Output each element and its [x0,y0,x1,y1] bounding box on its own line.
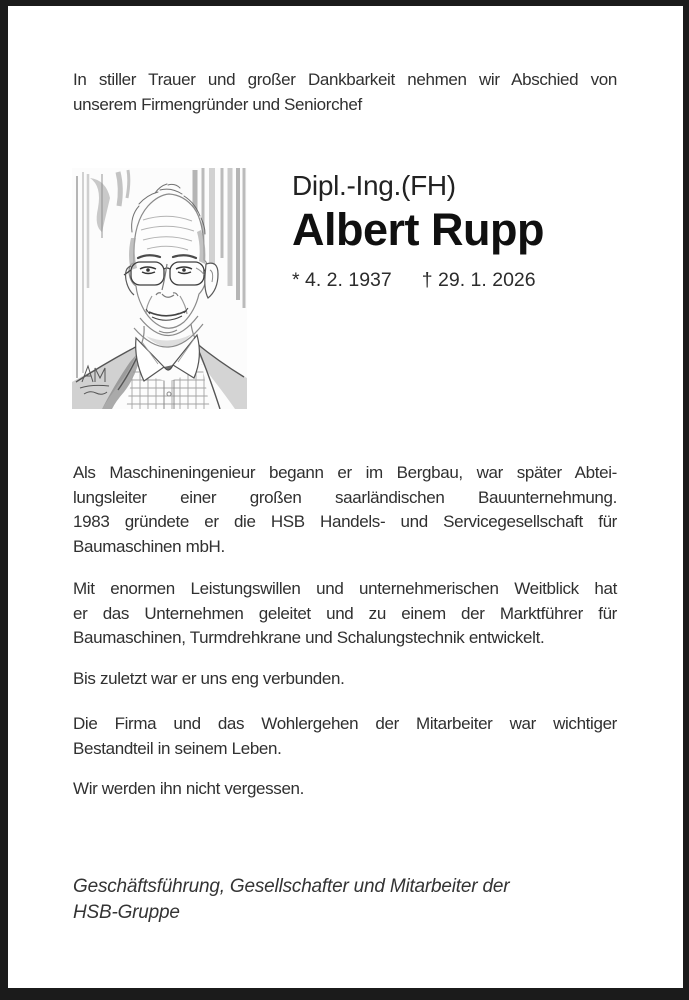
text-line: er das Unternehmen geleitet und zu einem der Marktführer für [73,603,617,623]
text-line: lungsleiter einer großen saarländischen Bauunternehmung. [73,487,617,507]
text-line: Die Firma und das Wohlergehen der Mitarbeiter war wichtiger [73,714,617,733]
text-line: Baumaschinen, Turmdrehkrane und Schalungstechnik entwickelt. [73,628,545,647]
body-paragraph-company [73,712,617,761]
text-line: Geschäftsführung, Gesellschafter und Mitarbeiter der [73,876,510,897]
text-line: Als Maschineningenieur begann er im Bergbau, war später Abtei- [73,463,617,482]
text-line: In stiller Trauer und großer Dankbarkeit nehmen wir Abschied von [73,70,617,89]
body-paragraph-achievements [73,577,617,651]
text-line: Baumaschinen mbH. [73,536,225,556]
border-left [0,0,8,1000]
text-line: 1983 gründete er die HSB Handels- und Servicegesellschaft für [73,512,617,531]
deceased-name-block [292,170,544,292]
academic-title: Dipl.-Ing.(FH) [292,170,456,201]
pencil-portrait-sketch-icon [72,168,247,409]
text-line: HSB-Gruppe [73,901,180,923]
body-paragraph-connection [73,667,617,692]
text-line: Mit enormen Leistungswillen und unternehmerischen Weitblick hat [73,579,617,598]
birth-date: * 4. 2. 1937 [292,269,392,291]
border-bottom [0,988,689,1000]
intro-text [73,67,617,117]
text-line: unserem Firmengründer und Seniorchef [73,95,362,114]
border-top [0,0,689,6]
text-line: Bis zuletzt war er uns eng verbunden. [73,669,345,688]
text-line: Bestandteil in seinem Leben. [73,738,282,758]
body-paragraph-career [73,461,617,559]
body-paragraph-remembrance [73,777,617,802]
border-right [683,0,689,1000]
death-date: † 29. 1. 2026 [421,269,536,291]
deceased-name: Albert Rupp [292,204,544,255]
signature-block [73,874,617,925]
text-line: Wir werden ihn nicht vergessen. [73,779,305,798]
life-dates [292,268,544,292]
